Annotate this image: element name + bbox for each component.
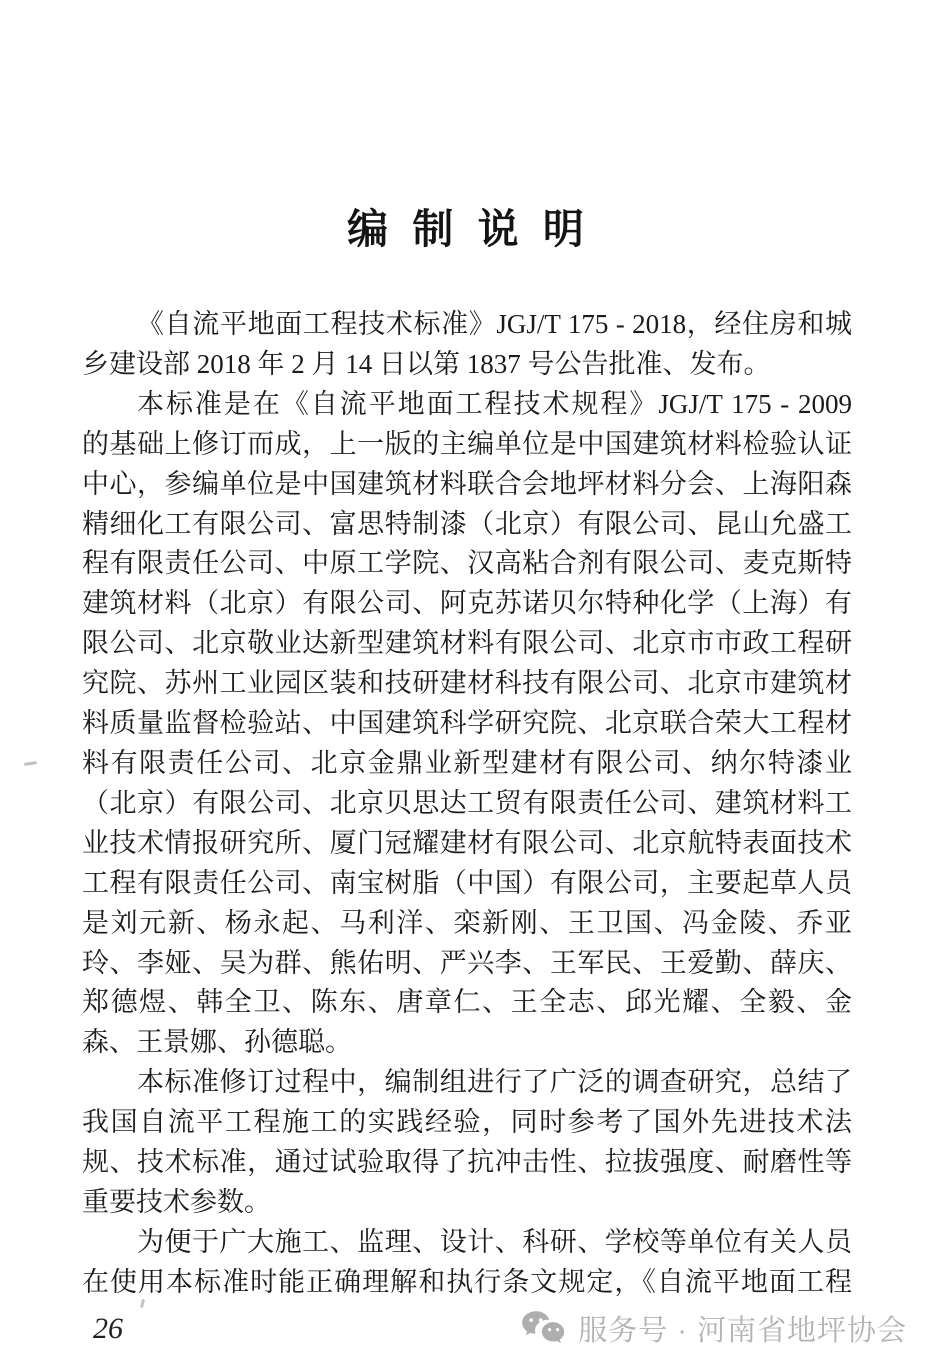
scan-artifact bbox=[24, 761, 37, 766]
text-line: 建筑材料（北京）有限公司、阿克苏诺贝尔特种化学（上海）有 bbox=[82, 588, 852, 619]
wechat-icon bbox=[520, 1309, 568, 1349]
text-line: 业技术情报研究所、厦门冠耀建材有限公司、北京航特表面技术 bbox=[82, 827, 852, 858]
text-line: 的基础上修订而成，上一版的主编单位是中国建筑材料检验认证 bbox=[82, 428, 852, 459]
text-line: 在使用本标准时能正确理解和执行条文规定，《自流平地面工程 bbox=[82, 1266, 852, 1297]
text-line: 乡建设部 2018 年 2 月 14 日以第 1837 号公告批准、发布。 bbox=[82, 348, 771, 379]
watermark bbox=[520, 1308, 907, 1349]
page-title: 编 制 说 明 bbox=[347, 206, 586, 252]
text-line: 我国自流平工程施工的实践经验，同时参考了国外先进技术法 bbox=[82, 1107, 852, 1138]
document-body bbox=[82, 305, 852, 1303]
text-line: 工程有限责任公司、南宝树脂（中国）有限公司，主要起草人员 bbox=[82, 867, 852, 898]
text-line: 森、王景娜、孙德聪。 bbox=[82, 1027, 352, 1058]
text-line: 精细化工有限公司、富思特制漆（北京）有限公司、昆山允盛工 bbox=[82, 508, 852, 539]
text-line: 重要技术参数。 bbox=[82, 1186, 271, 1217]
text-line: 料有限责任公司、北京金鼎业新型建材有限公司、纳尔特漆业 bbox=[82, 747, 852, 778]
text-line: 为便于广大施工、监理、设计、科研、学校等单位有关人员 bbox=[137, 1226, 852, 1257]
text-line: 料质量监督检验站、中国建筑科学研究院、北京联合荣大工程材 bbox=[82, 708, 852, 739]
text-line: 究院、苏州工业园区装和技研建材科技有限公司、北京市建筑材 bbox=[82, 668, 852, 699]
text-line: （北京）有限公司、北京贝思达工贸有限责任公司、建筑材料工 bbox=[82, 787, 852, 818]
text-line: 是刘元新、杨永起、马利洋、栾新刚、王卫国、冯金陵、乔亚 bbox=[82, 907, 852, 938]
text-line: 程有限责任公司、中原工学院、汉高粘合剂有限公司、麦克斯特 bbox=[82, 548, 852, 579]
watermark-text: 服务号 · 河南省地坪协会 bbox=[578, 1315, 907, 1347]
text-line: 限公司、北京敬业达新型建筑材料有限公司、北京市市政工程研 bbox=[82, 628, 852, 659]
text-line: 《自流平地面工程技术标准》JGJ/T 175 - 2018，经住房和城 bbox=[137, 309, 852, 339]
text-line: 规、技术标准，通过试验取得了抗冲击性、拉拔强度、耐磨性等 bbox=[82, 1147, 852, 1178]
text-line: 玲、李娅、吴为群、熊佑明、严兴李、王军民、王爱勤、薛庆、 bbox=[82, 947, 852, 978]
text-line: 本标准是在《自流平地面工程技术规程》JGJ/T 175 - 2009 bbox=[137, 388, 852, 419]
text-line: 本标准修订过程中，编制组进行了广泛的调查研究，总结了 bbox=[137, 1067, 852, 1098]
page-number: 26 bbox=[93, 1312, 123, 1345]
text-line: 中心，参编单位是中国建筑材料联合会地坪材料分会、上海阳森 bbox=[82, 468, 852, 499]
text-line: 郑德煜、韩全卫、陈东、唐章仁、王全志、邱光耀、全毅、金 bbox=[82, 987, 852, 1018]
scan-artifact bbox=[140, 1299, 145, 1308]
